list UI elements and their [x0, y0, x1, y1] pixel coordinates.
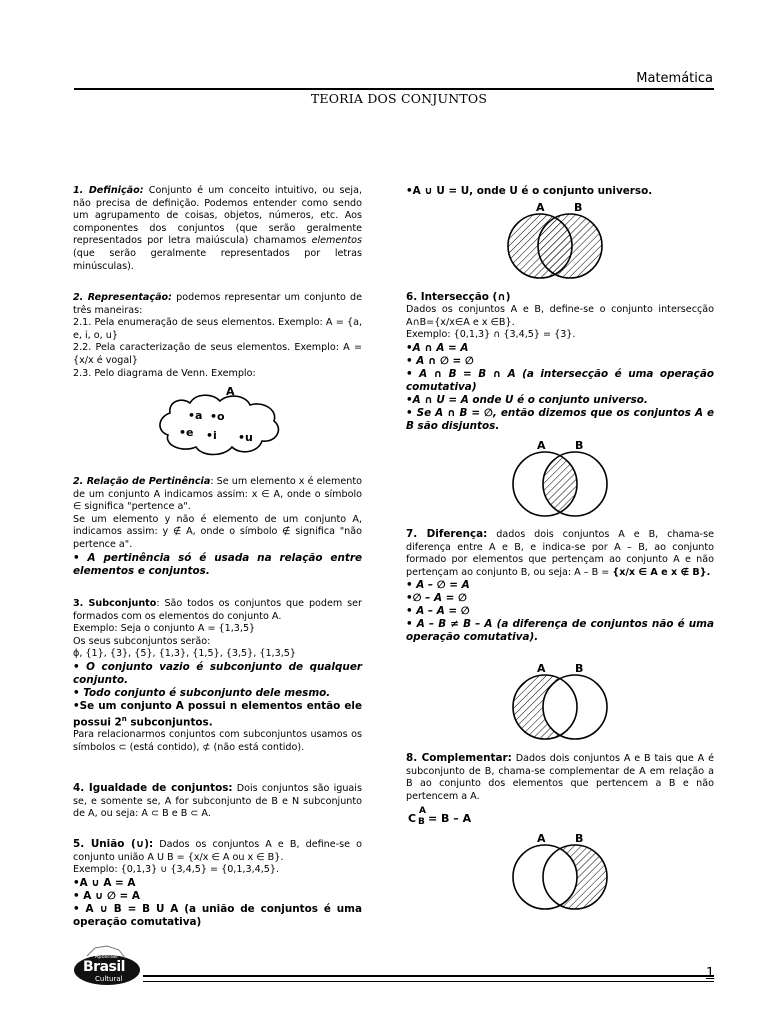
subset-bullet-empty: • O conjunto vazio é subconjunto de qualquer conjunto.: [73, 660, 362, 686]
definition-heading: 1. Definição:: [73, 185, 144, 196]
definition-elements-word: elementos: [311, 235, 362, 247]
representation-item-2: 2.2. Pela caracterização de seus elementos. Exemplo: A = {x/x é vogal}: [73, 342, 362, 366]
logo-small-text: Apostilas: [95, 954, 118, 960]
venn-difference: [505, 660, 615, 742]
intersection-bullet-5: • Se A ∩ B = ∅, então dizemos que os conjuntos A e B são disjuntos.: [406, 406, 714, 432]
cloud-element-a: •a: [188, 409, 203, 422]
section-difference: [406, 528, 714, 644]
difference-bullet-4: • A – B ≠ B – A (a diferença de conjuntos não é uma operação comutativa).: [406, 618, 714, 644]
intersection-heading: 6. Intersecção (∩): [406, 291, 511, 303]
intersection-text: Dados os conjuntos A e B, define-se o conjunto intersecção A∩B={x/x∈A e x ∈B}.: [406, 304, 714, 328]
subset-symbols: Para relacionarmos conjuntos com subconjuntos usamos os símbolos ⊂ (está contido), ⊄ (não está contido).: [73, 729, 362, 754]
subject-label: Matemática: [636, 71, 713, 86]
complement-heading: 8. Complementar:: [406, 752, 512, 764]
union-universe-block: [406, 185, 714, 198]
footer-rule-top: [143, 975, 714, 977]
definition-text-1: Conjunto é um conceito intuitivo, ou seja, não precisa de definição. Podemos entender como sendo um agrupamento de coisas, objetos, números, etc. Aos componentes dos conjuntos (que serão geralmente representados por letra maiúscula) chamamos: [73, 185, 362, 247]
cloud-outline: [160, 395, 279, 454]
footer-rule-bottom: [143, 981, 714, 982]
subset-power-n: n: [121, 714, 127, 723]
section-equality: [73, 782, 362, 821]
equality-text: Dois conjuntos são iguais se, e somente se, A for subconjunto de B e N subconjunto de A, ou seja: A ⊂ B e B ⊂ A.: [73, 783, 362, 820]
union-text-1: Dados os conjuntos A e B, define-se o conjunto união A U B = {x/x ∈ A ou x ∈ B}.: [73, 839, 362, 863]
page-title: TEORIA DOS CONJUNTOS: [310, 91, 488, 106]
cloud-element-i: •i: [206, 429, 217, 442]
subset-bullet-count: •Se um conjunto A possui n elementos então ele possui 2: [73, 699, 362, 729]
representation-heading: 2. Representação:: [73, 292, 172, 303]
union-heading: 5. União (∪):: [73, 838, 154, 850]
logo-cultural-text: Cultural: [95, 975, 123, 983]
venn-difference-label-a: A: [537, 662, 546, 675]
cloud-element-o: •o: [210, 410, 225, 423]
intersection-bullet-3: • A ∩ B = B ∩ A (a intersecção é uma operação comutativa): [406, 367, 714, 393]
union-bullet-universe: •A ∪ U = U, onde U é o conjunto universo.: [406, 185, 653, 197]
venn-complement: [505, 830, 615, 912]
section-complement: [406, 752, 714, 803]
section-definition: [73, 185, 362, 273]
section-pertinence: [73, 476, 362, 578]
venn-union-label-b: B: [574, 201, 583, 214]
venn-union: [500, 198, 610, 280]
subset-bullet-count-end: subconjuntos.: [130, 716, 213, 729]
intersection-bullet-4: •A ∩ U = A onde U é o conjunto universo.: [406, 393, 648, 406]
logo-brasil-text: Brasil: [83, 959, 125, 975]
pertinence-text-1: : Se um elemento x é elemento de um conjunto A indicamos assim: x ∈ A, onde o símbolo ∈ significa "pertence a".: [73, 476, 363, 513]
definition-text-2: (que serão geralmente representados por letras minúsculas).: [73, 247, 362, 272]
section-representation: [73, 292, 362, 380]
equality-heading: 4. Igualdade de conjuntos:: [73, 782, 233, 794]
difference-heading: 7. Diferença:: [406, 528, 488, 540]
complement-sup-a: A: [419, 806, 426, 816]
subset-text-1: : São todos os conjuntos que podem ser formados com os elementos do conjunto A.: [73, 598, 362, 622]
subset-intro: Os seus subconjuntos serão:: [73, 635, 211, 647]
pertinence-note: • A pertinência só é usada na relação entre elementos e conjuntos.: [73, 551, 362, 577]
complement-c: C: [408, 812, 417, 825]
union-bullet-3: • A ∪ B = B U A (a união de conjuntos é uma operação comutativa): [73, 902, 362, 928]
union-bullet-2: • A ∪ ∅ = A: [73, 889, 140, 902]
complement-sub-b: B: [418, 817, 425, 827]
difference-set-builder: {x/x ∈ A e x ∉ B}.: [612, 566, 711, 578]
venn-complement-label-b: B: [575, 832, 584, 845]
venn-union-circle-b: [538, 214, 602, 278]
section-intersection: [406, 291, 714, 433]
subset-list: ϕ, {1}, {3}, {5}, {1,3}, {1,5}, {3,5}, {1,3,5}: [73, 648, 296, 660]
representation-text: podemos representar um conjunto de três maneiras:: [73, 292, 362, 316]
difference-bullet-3: • A – A = ∅: [406, 605, 470, 618]
section-union: [73, 838, 362, 929]
cloud-set-label: A: [226, 385, 235, 398]
page-number: 1: [706, 966, 715, 981]
representation-item-3: 2.3. Pelo diagrama de Venn. Exemplo:: [73, 367, 256, 379]
section-subset: [73, 598, 362, 755]
subset-bullet-self: • Todo conjunto é subconjunto dele mesmo.: [73, 686, 331, 699]
header-rule: [74, 88, 714, 90]
intersection-bullet-2: • A ∩ ∅ = ∅: [406, 354, 474, 367]
intersection-bullet-1: •A ∩ A = A: [406, 341, 469, 354]
subset-example: Exemplo: Seja o conjunto A = {1,3,5}: [73, 623, 256, 635]
pertinence-text-2: Se um elemento y não é elemento de um conjunto A, indicamos assim: y ∉ A, onde o símbolo ∉ significa "não pertence a".: [73, 513, 362, 550]
venn-union-label-a: A: [536, 201, 545, 214]
cloud-element-e: •e: [179, 426, 194, 439]
venn-intersection-label-b: B: [575, 439, 584, 452]
venn-intersection: [505, 437, 615, 519]
difference-bullet-2: •∅ – A = ∅: [406, 592, 467, 605]
venn-intersection-label-a: A: [537, 439, 546, 452]
representation-item-1: 2.1. Pela enumeração de seus elementos. Exemplo: A = {a, e, i, o, u}: [73, 317, 362, 341]
brasil-cultural-logo: [73, 944, 143, 986]
complement-text: Dados dois conjuntos A e B tais que A é subconjunto de B, chama-se complementar de A em relação a B ao conjunto dos elementos que pertencem a B e não pertencem a A.: [406, 753, 714, 802]
difference-text: dados dois conjuntos A e B, chama-se diferença entre A e B, e indica-se por A – B, ao conjunto formado por elementos que pertençam ao conjunto A e não pertençam ao conjunto B, ou seja: A – B =: [406, 529, 714, 578]
difference-bullet-1: • A – ∅ = A: [406, 579, 470, 592]
cloud-element-u: •u: [238, 431, 253, 444]
complement-formula: [408, 806, 498, 830]
subset-heading: 3. Subconjunto: [73, 598, 157, 609]
union-example: Exemplo: {0,1,3} ∪ {3,4,5} = {0,1,3,4,5}.: [73, 864, 280, 876]
union-bullet-1: •A ∪ A = A: [73, 876, 136, 889]
venn-cloud-diagram: [150, 383, 290, 463]
intersection-example: Exemplo: {0,1,3} ∩ {3,4,5} = {3}.: [406, 329, 576, 341]
complement-rest: = B – A: [428, 812, 472, 825]
venn-complement-label-a: A: [537, 832, 546, 845]
pertinence-heading: 2. Relação de Pertinência: [73, 476, 211, 487]
venn-difference-label-b: B: [575, 662, 584, 675]
